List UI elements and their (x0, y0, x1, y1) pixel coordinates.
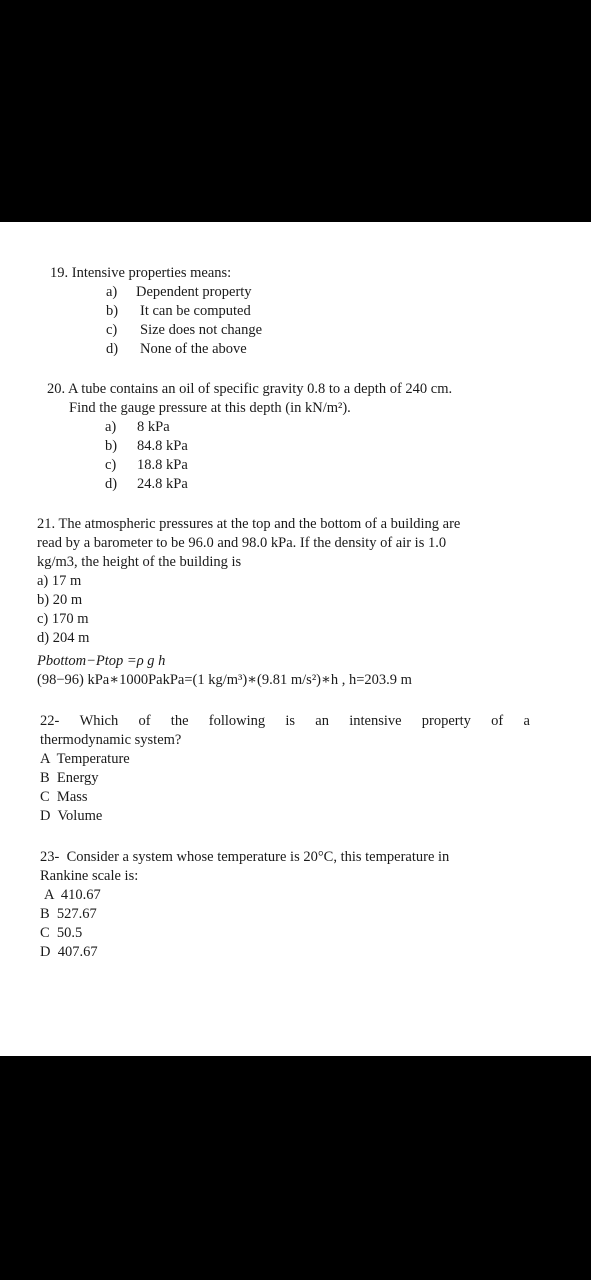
option-a: A 410.67 (44, 887, 101, 903)
option-c: C 50.5 (40, 925, 83, 941)
option-d: D Volume (40, 808, 103, 824)
formula-line-1: Pbottom−Ptop =ρ g h (37, 653, 166, 669)
option-b: B 527.67 (40, 906, 97, 922)
option-b: b) 20 m (37, 592, 83, 608)
option-b: b) 84.8 kPa (105, 438, 188, 454)
question-21-line3: kg/m3, the height of the building is (37, 554, 242, 570)
question-22-word: is (285, 713, 296, 729)
question-22-word: following (208, 713, 266, 729)
document-page (0, 222, 591, 1056)
option-c: c) 170 m (37, 611, 89, 627)
option-a: a) 17 m (37, 573, 82, 589)
question-20-line1: 20. A tube contains an oil of specific gravity 0.8 to a depth of 240 cm. (47, 381, 453, 397)
question-22-word: intensive (349, 713, 402, 729)
question-23-line2: Rankine scale is: (40, 868, 139, 884)
question-22-word: of (138, 713, 151, 729)
question-22-word: Which (79, 713, 119, 729)
question-22-line1 (40, 712, 530, 731)
question-23-line1: 23- Consider a system whose temperature is 20°C, this temperature in (40, 849, 450, 865)
question-20-line2: Find the gauge pressure at this depth (in kN/m²). (69, 400, 351, 416)
option-b: b) It can be computed (106, 303, 251, 319)
option-d: D 407.67 (40, 944, 98, 960)
option-d: d) None of the above (106, 341, 247, 357)
question-22 (40, 712, 530, 826)
question-22-word: an (315, 713, 329, 729)
question-23 (40, 848, 449, 962)
option-c: c) 18.8 kPa (105, 457, 188, 473)
question-22-word: of (491, 713, 504, 729)
question-22-word: 22- (40, 713, 60, 729)
question-21 (37, 515, 460, 690)
question-22-word: the (170, 713, 189, 729)
option-d: d) 24.8 kPa (105, 476, 188, 492)
option-a: A Temperature (40, 751, 130, 767)
question-22-word: property (421, 713, 471, 729)
option-a: a) 8 kPa (105, 419, 170, 435)
option-a: a) Dependent property (106, 284, 252, 300)
question-21-line1: 21. The atmospheric pressures at the top and the bottom of a building are (37, 516, 461, 532)
question-22-line2: thermodynamic system? (40, 732, 182, 748)
formula-line-2: (98−96) kPa∗1000PakPa=(1 kg/m³)∗(9.81 m/s²)∗h , h=203.9 m (37, 672, 412, 688)
question-20 (47, 380, 452, 494)
option-b: B Energy (40, 770, 99, 786)
question-22-word: a (523, 713, 530, 729)
question-19-title: 19. Intensive properties means: (50, 265, 232, 281)
option-c: C Mass (40, 789, 88, 805)
question-21-line2: read by a barometer to be 96.0 and 98.0 kPa. If the density of air is 1.0 (37, 535, 447, 551)
option-d: d) 204 m (37, 630, 90, 646)
question-19 (50, 264, 262, 359)
option-c: c) Size does not change (106, 322, 263, 338)
